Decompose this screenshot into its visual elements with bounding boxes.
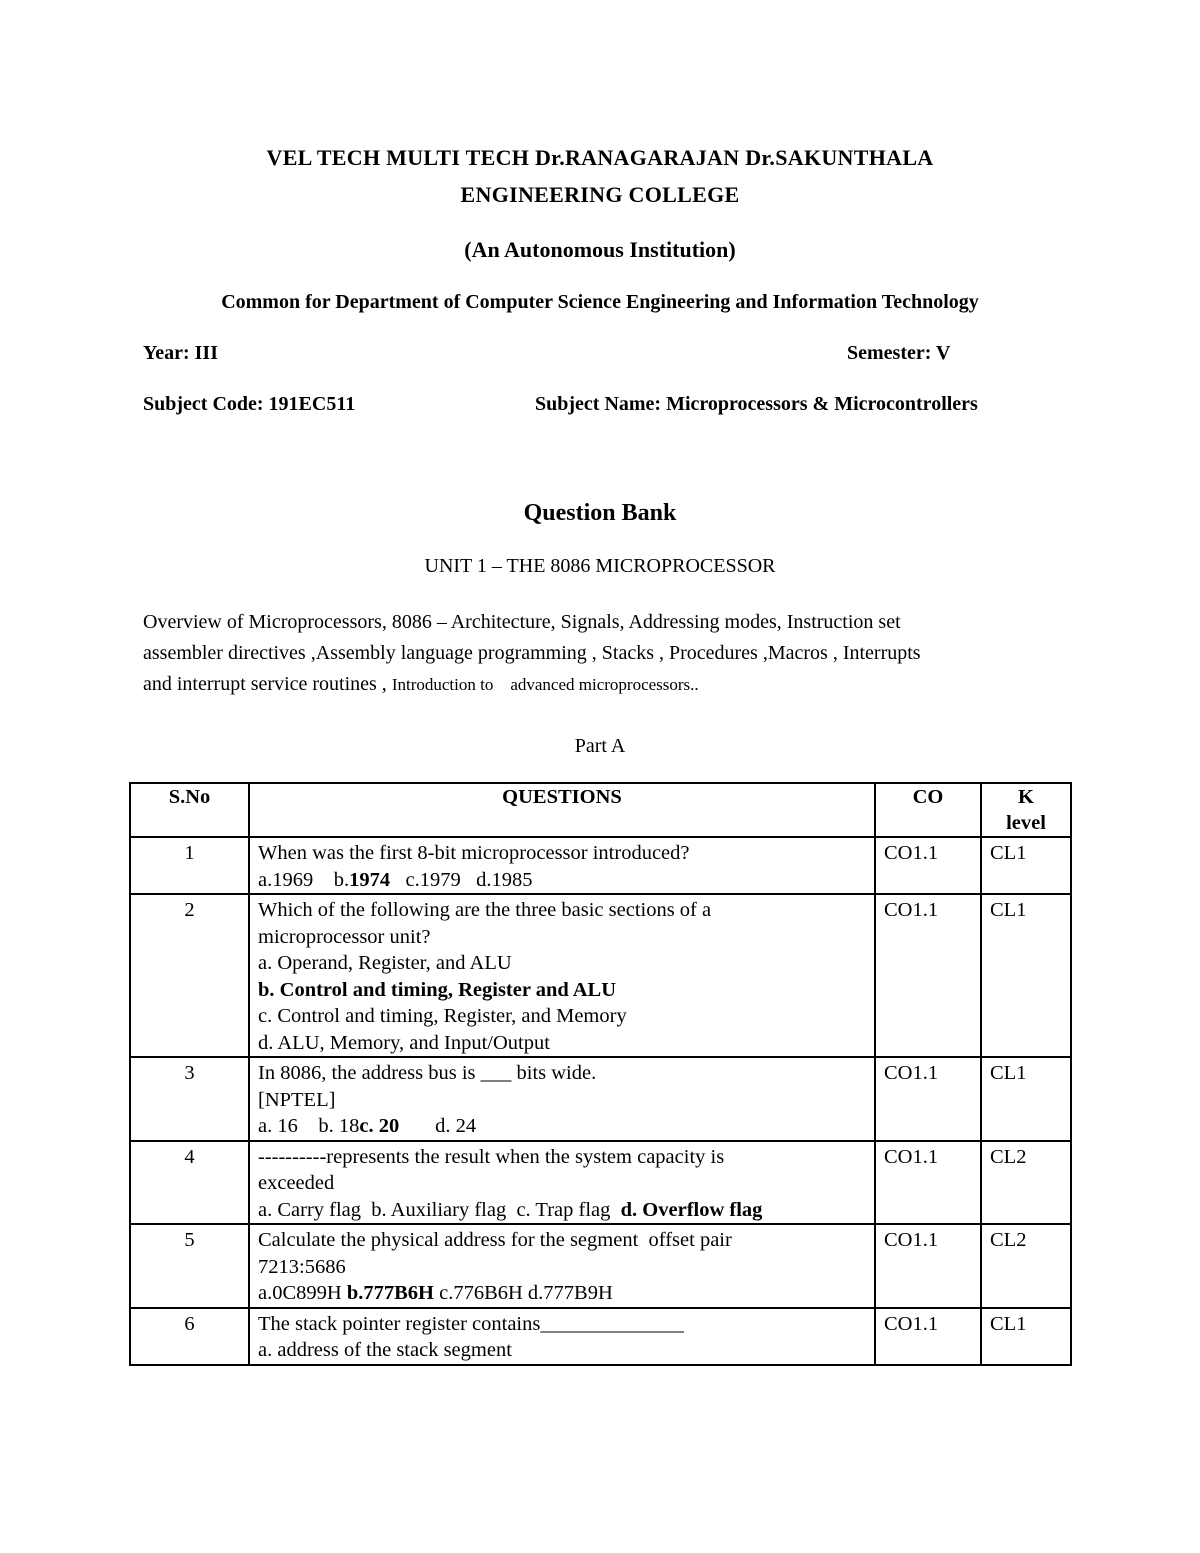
unit-overview: [143, 607, 1073, 700]
header-co: CO: [875, 783, 981, 837]
year-label: Year: III: [143, 342, 218, 364]
document-title: Question Bank: [523, 500, 677, 526]
row-question: [249, 1224, 875, 1308]
subject-name-label: Subject Name: Microprocessors & Microcontrollers: [535, 393, 978, 415]
header-k: K: [1018, 786, 1034, 808]
table-row: [130, 1141, 1071, 1225]
row-sno: 4: [130, 1141, 249, 1225]
autonomous-label: (An Autonomous Institution): [464, 237, 736, 262]
question-text-line-1: ----------represents the result when the system capacity is: [258, 1145, 725, 1168]
option-text: c.1979 d.1985: [390, 868, 533, 891]
row-sno: 3: [130, 1057, 249, 1141]
overview-line-1: Overview of Microprocessors, 8086 – Architecture, Signals, Addressing modes, Instruction set: [143, 611, 901, 633]
question-options: [258, 1113, 866, 1140]
row-co: CO1.1: [875, 1308, 981, 1365]
table-row: [130, 1224, 1071, 1308]
college-name-line2: ENGINEERING COLLEGE: [460, 182, 740, 207]
row-question: [249, 1141, 875, 1225]
question-text: When was the first 8-bit microprocessor introduced?: [258, 842, 690, 864]
question-text-line-1: Which of the following are the three basic sections of a: [258, 899, 712, 921]
row-k-level: CL1: [981, 837, 1071, 894]
option-text: d. 24: [399, 1115, 477, 1137]
header-questions: QUESTIONS: [249, 783, 875, 837]
row-co: CO1.1: [875, 1141, 981, 1225]
question-text-line-2: microprocessor unit?: [258, 925, 431, 948]
table-header-row: [130, 783, 1071, 837]
question-table: [129, 782, 1072, 1366]
answer-option: 1974: [349, 868, 391, 891]
row-co: CO1.1: [875, 837, 981, 894]
question-options: [258, 867, 866, 894]
question-text-line-1: Calculate the physical address for the segment offset pair: [258, 1229, 732, 1251]
option-text: a.0C899H: [258, 1282, 347, 1304]
table-row: [130, 837, 1071, 894]
question-text: The stack pointer register contains______________: [258, 1312, 684, 1335]
question-text-line-2: exceeded: [258, 1172, 335, 1194]
header-sno: S.No: [130, 783, 249, 837]
row-k-level: CL1: [981, 1057, 1071, 1141]
header-k-level: [981, 783, 1071, 837]
semester-label: Semester: V: [847, 342, 951, 364]
option-c: c. Control and timing, Register, and Memory: [258, 1005, 627, 1027]
header-level: level: [1006, 812, 1046, 834]
row-co: CO1.1: [875, 894, 981, 1057]
question-options: [258, 1280, 866, 1307]
unit-title: UNIT 1 – THE 8086 MICROPROCESSOR: [424, 555, 776, 577]
row-sno: 5: [130, 1224, 249, 1308]
option-text: a.1969 b.: [258, 868, 350, 891]
row-sno: 6: [130, 1308, 249, 1365]
row-question: [249, 1308, 875, 1365]
question-text: In 8086, the address bus is ___ bits wide.: [258, 1062, 597, 1084]
row-question: [249, 1057, 875, 1141]
row-k-level: CL2: [981, 1141, 1071, 1225]
row-k-level: CL1: [981, 1308, 1071, 1365]
overview-line-2: assembler directives ,Assembly language programming , Stacks , Procedures ,Macros , Interrupts: [143, 642, 921, 664]
overview-line-3b: Introduction to advanced microprocessors..: [391, 675, 699, 694]
table-row: [130, 1057, 1071, 1141]
row-question: [249, 894, 875, 1057]
answer-option: d. Overflow flag: [620, 1198, 763, 1221]
department-line: Common for Department of Computer Science Engineering and Information Technology: [221, 291, 979, 313]
answer-option: b. Control and timing, Register and ALU: [258, 978, 617, 1001]
option-a: a. address of the stack segment: [258, 1339, 512, 1361]
table-row: [130, 1308, 1071, 1365]
option-d: d. ALU, Memory, and Input/Output: [258, 1031, 550, 1054]
row-k-level: CL1: [981, 894, 1071, 1057]
option-text: a. 16 b. 18: [258, 1115, 360, 1137]
question-source: [NPTEL]: [258, 1088, 336, 1111]
table-row: [130, 894, 1071, 1057]
answer-option: b.777B6H: [346, 1282, 434, 1304]
row-co: CO1.1: [875, 1224, 981, 1308]
overview-line-3: [143, 669, 1073, 700]
answer-option: c. 20: [359, 1115, 400, 1137]
row-sno: 1: [130, 837, 249, 894]
row-k-level: CL2: [981, 1224, 1071, 1308]
college-name-line1: VEL TECH MULTI TECH Dr.RANAGARAJAN Dr.SAKUNTHALA: [266, 145, 934, 170]
part-label: Part A: [574, 735, 626, 757]
option-text: a. Carry flag b. Auxiliary flag c. Trap flag: [258, 1198, 621, 1221]
option-a: a. Operand, Register, and ALU: [258, 952, 512, 974]
row-question: [249, 837, 875, 894]
option-text: c.776B6H d.777B9H: [433, 1282, 613, 1304]
row-sno: 2: [130, 894, 249, 1057]
question-options: [258, 1197, 866, 1224]
question-text-line-2: 7213:5686: [258, 1255, 346, 1278]
subject-code-label: Subject Code: 191EC511: [143, 393, 356, 415]
overview-line-3a: and interrupt service routines ,: [143, 673, 387, 695]
row-co: CO1.1: [875, 1057, 981, 1141]
